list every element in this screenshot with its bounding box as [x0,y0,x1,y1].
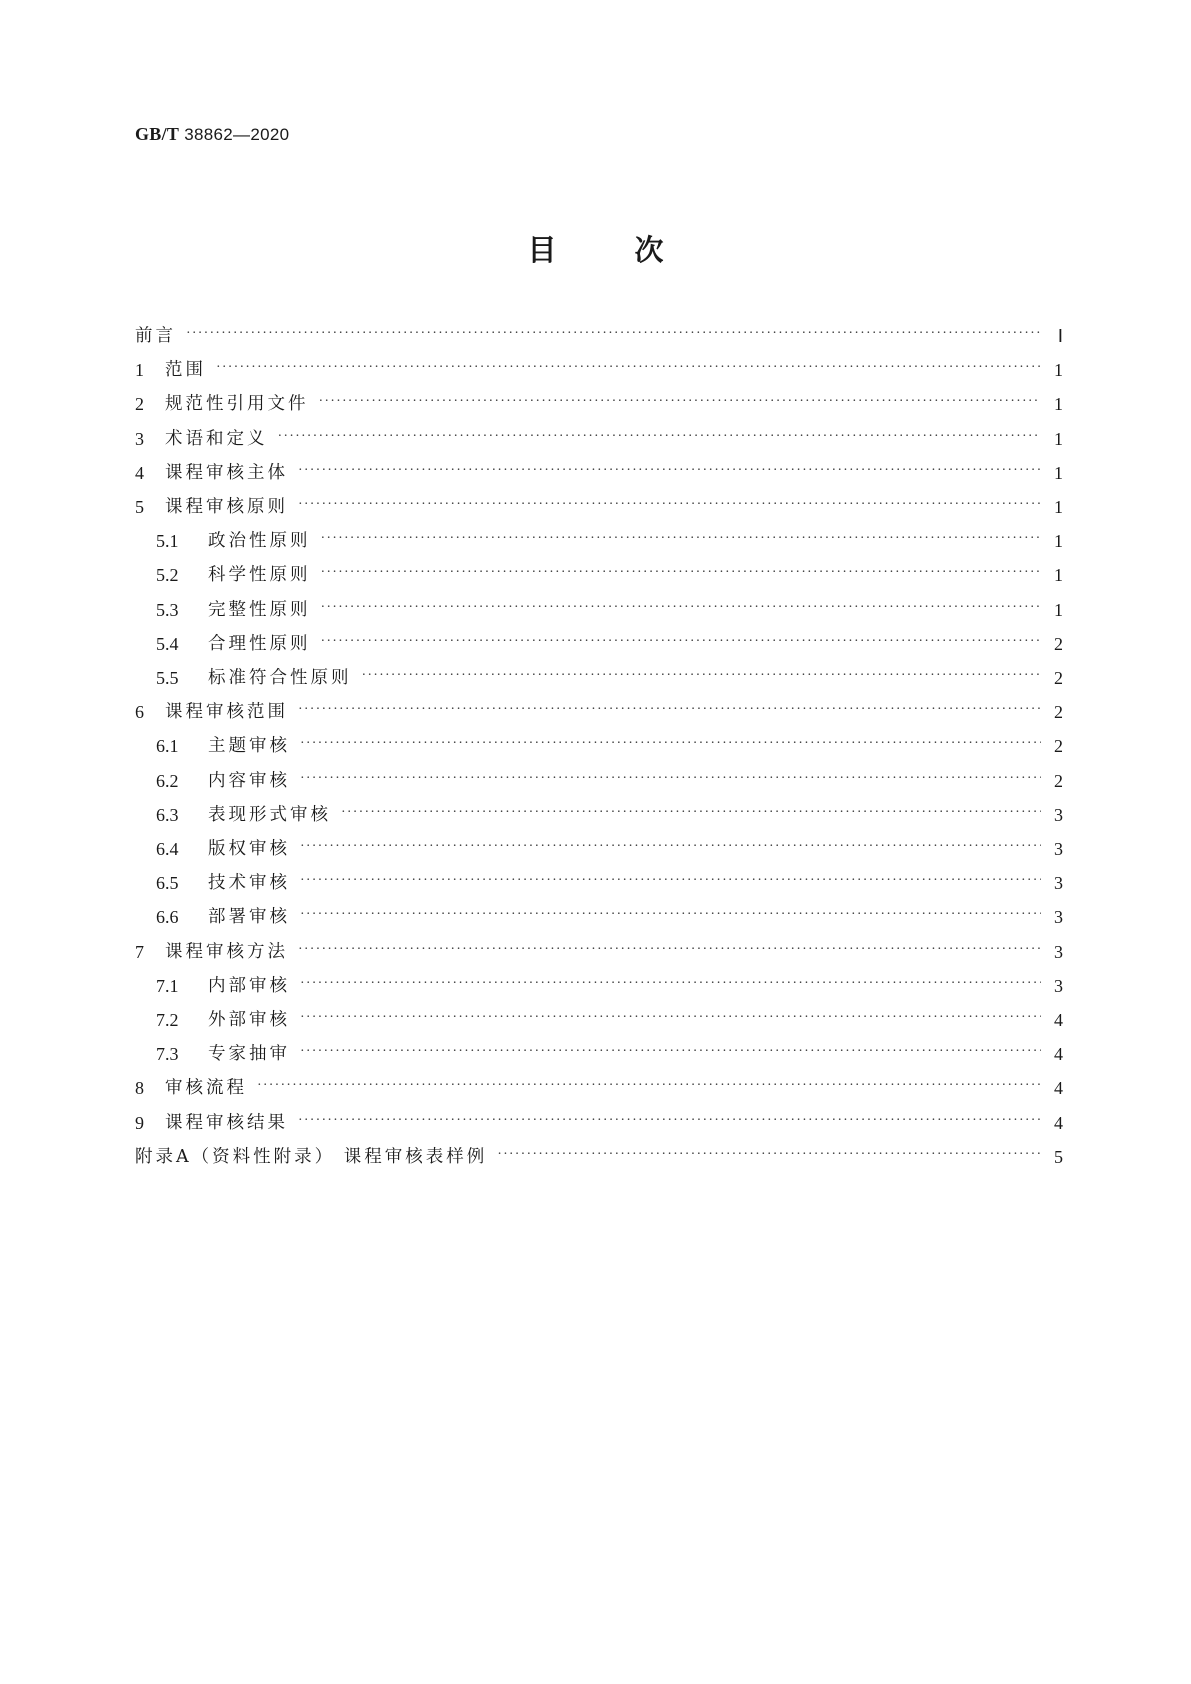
toc-entry[interactable] [156,1037,1063,1065]
toc-entry[interactable] [135,695,1063,723]
toc-entry-page: 4 [1054,1044,1063,1065]
toc-entry-page: 2 [1054,736,1063,757]
toc-entry-title: 术语和定义 [165,428,268,449]
toc-entry-title: 规范性引用文件 [165,394,309,415]
toc-dot-leader [300,733,1041,757]
toc-entry-number: 1 [135,360,144,381]
toc-entry-page: 3 [1054,941,1063,962]
toc-dot-leader [298,494,1041,518]
toc-dot-leader [298,939,1041,963]
toc-entry-number: 5.3 [156,599,179,620]
toc-dot-leader [321,631,1042,655]
toc-entry-page: 3 [1054,975,1063,996]
toc-entry-page: 4 [1054,1010,1063,1030]
toc-dot-leader [321,562,1042,586]
toc-entry-number: 8 [135,1078,144,1099]
toc-entry[interactable] [135,490,1063,518]
toc-entry[interactable] [156,1003,1063,1031]
toc-dot-leader [300,973,1041,997]
toc-dot-leader [319,391,1042,415]
toc-entry-number: 6.2 [156,770,179,791]
toc-entry-title: 范围 [165,360,206,381]
toc-dot-leader [497,1144,1041,1168]
toc-entry-title: 主题审核 [208,736,290,757]
toc-entry-number: 6.5 [156,873,179,894]
toc-entry-number: 5.1 [156,531,179,552]
toc-entry-page: 2 [1054,633,1063,654]
toc-entry-number: 6 [135,702,144,723]
toc-entry-title: 技术审核 [208,873,290,894]
toc-entry[interactable] [156,593,1063,621]
toc-entry-page: 3 [1054,873,1063,894]
toc-entry-title: 部署审核 [208,907,290,928]
toc-entry-number: 7 [135,941,144,962]
toc-entry[interactable] [156,969,1063,997]
toc-entry-number: 3 [135,428,144,449]
toc-dot-leader [321,528,1042,552]
toc-entry[interactable] [135,353,1063,381]
toc-entry-title: 课程审核范围 [165,702,288,723]
toc-entry[interactable] [156,661,1063,689]
toc-dot-leader [216,357,1041,381]
toc-entry[interactable] [156,764,1063,792]
toc-entry-title: 课程审核主体 [165,462,288,483]
toc-dot-leader [341,802,1041,826]
toc-entry[interactable] [156,832,1063,860]
toc-entry[interactable] [156,558,1063,586]
toc-entry-page: 1 [1054,360,1063,381]
toc-entry-title: 标准符合性原则 [208,668,352,688]
toc-entry-page: 1 [1054,462,1063,483]
toc-entry-page: 5 [1054,1146,1063,1167]
toc-dot-leader [321,597,1042,621]
toc-entry[interactable] [156,524,1063,552]
toc-entry-title: 前言 [135,326,176,346]
toc-entry-number: 9 [135,1112,144,1133]
toc-entry-number: 4 [135,462,144,483]
toc-entry[interactable] [156,900,1063,928]
toc-entry-title: 完整性原则 [208,599,311,620]
toc-entry-page: 3 [1054,839,1063,859]
toc-entry-page: 2 [1054,770,1063,791]
toc-entry-page: 1 [1054,394,1063,415]
toc-entry-page: Ⅰ [1057,326,1063,346]
toc-entry-title: 附录A（资料性附录） 课程审核表样例 [135,1146,488,1167]
toc-entry[interactable] [135,1140,1063,1168]
toc-entry-number: 6.3 [156,804,179,825]
toc-entry[interactable] [135,456,1063,484]
toc-entry[interactable] [135,1106,1063,1134]
standard-number: 38862—2020 [184,125,290,144]
toc-entry-page: 1 [1054,531,1063,552]
toc-entry-number: 6.4 [156,839,179,859]
toc-entry-page: 4 [1054,1112,1063,1133]
toc-entry-number: 7.3 [156,1044,179,1065]
toc-dot-leader [300,1041,1041,1065]
toc-entry[interactable] [156,866,1063,894]
standard-prefix: GB/T [135,124,180,144]
toc-entry-page: 1 [1054,428,1063,449]
toc-entry-page: 3 [1054,907,1063,928]
toc-entry-page: 4 [1054,1078,1063,1099]
toc-dot-leader [278,426,1042,450]
toc-entry-number: 5.4 [156,633,179,654]
toc-entry-number: 7.2 [156,1010,179,1030]
toc-entry-number: 5 [135,497,144,517]
toc-entry-title: 课程审核结果 [165,1112,288,1133]
toc-entry-page: 1 [1054,497,1063,517]
toc-entry-title: 政治性原则 [208,531,311,552]
toc-entry[interactable] [156,729,1063,757]
toc-entry-number: 6.6 [156,907,179,928]
toc-entry-page: 3 [1054,804,1063,825]
toc-entry[interactable] [135,319,1063,347]
toc-entry-page: 1 [1054,599,1063,620]
standard-code [135,124,289,145]
toc-entry[interactable] [156,798,1063,826]
toc-entry-page: 2 [1054,668,1063,688]
toc-dot-leader [257,1075,1041,1099]
toc-dot-leader [298,1110,1041,1134]
toc-entry-title: 课程审核方法 [165,941,288,962]
toc-entry-number: 5.2 [156,565,179,586]
toc-entry[interactable] [135,1071,1063,1099]
title-char-1: 目 [527,233,557,267]
toc-dot-leader [298,699,1041,723]
toc-entry[interactable] [156,627,1063,655]
toc-entry-number: 6.1 [156,736,179,757]
toc-dot-leader [298,460,1041,484]
toc-entry-title: 版权审核 [208,839,290,859]
toc-entry-title: 科学性原则 [208,565,311,586]
toc-entry-title: 内容审核 [208,770,290,791]
toc-entry[interactable] [135,422,1063,450]
toc-dot-leader [362,665,1042,689]
toc-dot-leader [300,836,1041,860]
page-title [0,228,1191,269]
toc-entry-number: 5.5 [156,668,179,688]
toc-entry[interactable] [135,935,1063,963]
toc-entry-title: 审核流程 [165,1078,247,1099]
toc-entry-number: 7.1 [156,975,179,996]
toc-entry-title: 课程审核原则 [165,497,288,517]
toc-entry-page: 2 [1054,702,1063,723]
title-char-2: 次 [634,233,664,267]
toc-entry-title: 表现形式审核 [208,804,331,825]
toc-entry-title: 外部审核 [208,1010,290,1030]
toc-entry-number: 2 [135,394,144,415]
toc-dot-leader [300,768,1041,792]
toc-dot-leader [186,323,1041,347]
toc-dot-leader [300,904,1041,928]
toc-entry-title: 内部审核 [208,975,290,996]
toc-entry-page: 1 [1054,565,1063,586]
toc-dot-leader [300,1007,1041,1031]
toc-entry-title: 合理性原则 [208,633,311,654]
toc-dot-leader [300,870,1041,894]
toc-entry[interactable] [135,387,1063,415]
toc-entry-title: 专家抽审 [208,1044,290,1065]
